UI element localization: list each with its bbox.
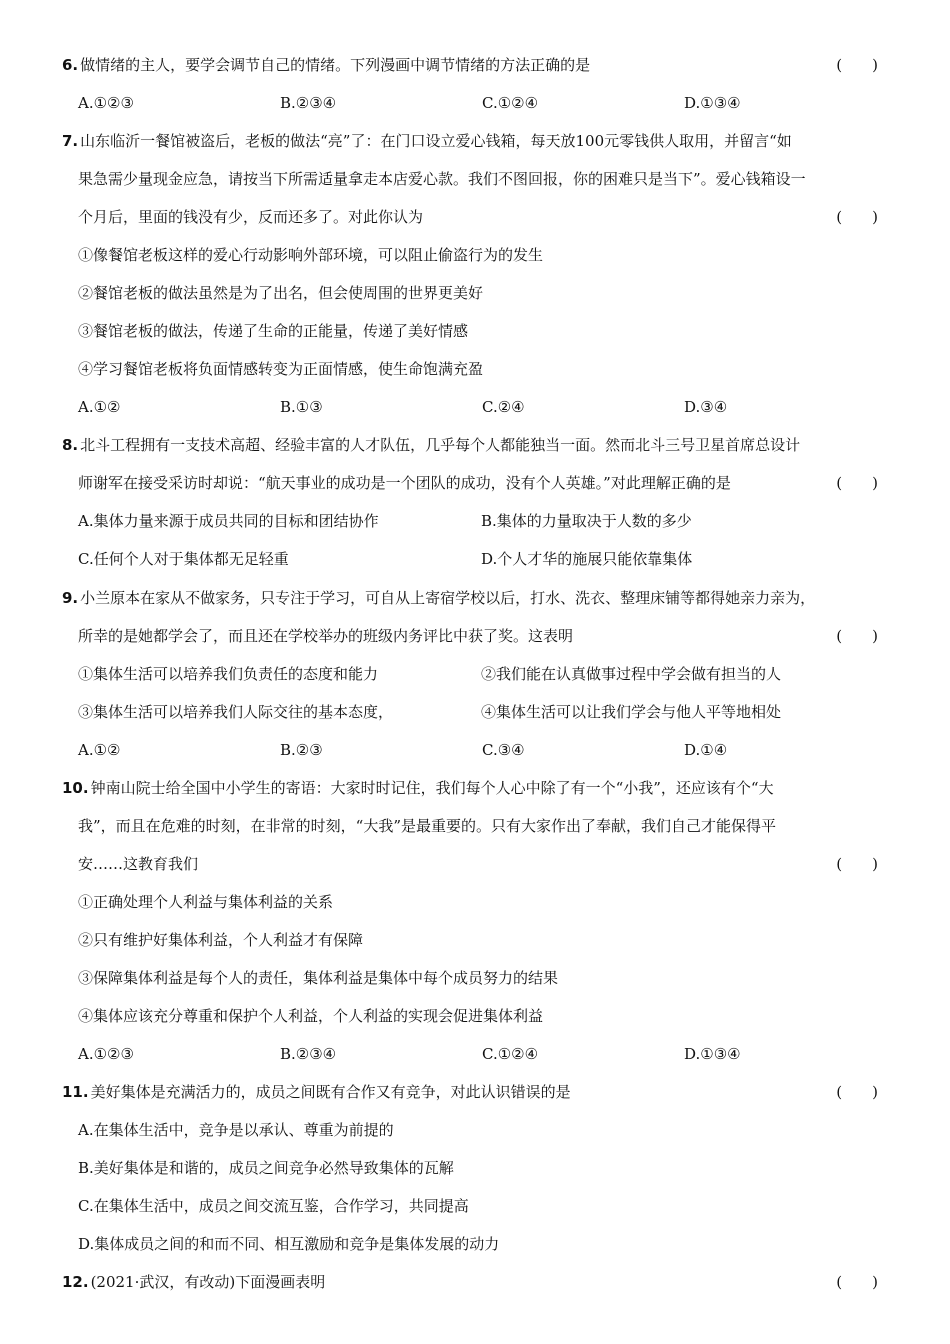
option-c: C.②④: [482, 398, 525, 416]
statement-text: ④学习餐馆老板将负面情感转变为正面情感，使生命饱满充盈: [78, 360, 484, 378]
question-text: 小兰原本在家从不做家务，只专注于学习，可自从上寄宿学校以后，打水、洗衣、整理床铺等都得她亲力亲为，: [80, 589, 816, 607]
statement-3: ③集体生活可以培养我们人际交往的基本态度，: [78, 703, 394, 721]
question-9-options: [78, 737, 888, 763]
option-a: A.①②③: [78, 1045, 134, 1063]
statement-2: ②我们能在认真做事过程中学会做有担当的人: [481, 665, 782, 683]
question-text: 所幸的是她都学会了，而且还在学校举办的班级内务评比中获了奖。这表明: [78, 627, 574, 645]
question-text: 美好集体是充满活力的，成员之间既有合作又有竞争，对此认识错误的是: [90, 1083, 571, 1101]
option-a: A.①②: [78, 741, 121, 759]
option-a: A.集体力量来源于成员共同的目标和团结协作: [78, 512, 379, 530]
question-8-stem: [62, 432, 888, 458]
answer-bracket: ( ): [836, 1083, 878, 1101]
option-c: C.①②④: [482, 94, 539, 112]
question-7-stem-line-3: [78, 204, 888, 230]
question-text: 做情绪的主人，要学会调节自己的情绪。下列漫画中调节情绪的方法正确的是: [80, 56, 591, 74]
answer-bracket: ( ): [836, 56, 878, 74]
statement-text: ①像餐馆老板这样的爱心行动影响外部环境，可以阻止偷盗行为的发生: [78, 246, 544, 264]
question-text: 钟南山院士给全国中小学生的寄语：大家时时记住，我们每个人心中除了有一个“小我”，还应该有个“大: [90, 779, 774, 797]
option-a: [78, 1117, 888, 1143]
question-10-stem: [62, 775, 888, 801]
statement-1: [78, 242, 888, 268]
option-d: D.③④: [684, 398, 728, 416]
option-b: B.②③④: [280, 94, 337, 112]
option-b: B.①③: [280, 398, 323, 416]
option-c: C.①②④: [482, 1045, 539, 1063]
statement-text: ①正确处理个人利益与集体利益的关系: [78, 893, 334, 911]
statement-2: [78, 280, 888, 306]
question-text: 我”，而且在危难的时刻，在非常的时刻，“大我”是最重要的。只有大家作出了奉献，我们自己才能保得平: [78, 817, 777, 835]
question-number: 11.: [62, 1083, 89, 1101]
question-text: 果急需少量现金应急，请按当下所需适量拿走本店爱心款。我们不图回报，你的困难只是当下”。爱心钱箱设一: [78, 170, 806, 188]
question-7-stem-line-2: [78, 166, 888, 192]
statement-4: [78, 356, 888, 382]
question-number: 8.: [62, 436, 79, 454]
question-text: 个月后，里面的钱没有少，反而还多了。对此你认为: [78, 208, 424, 226]
answer-bracket: ( ): [836, 855, 878, 873]
question-number: 6.: [62, 56, 79, 74]
option-d: [78, 1231, 888, 1257]
option-text: C.在集体生活中，成员之间交流互鉴，合作学习，共同提高: [78, 1197, 469, 1215]
question-8-options-row-2: [78, 546, 888, 572]
option-text: D.集体成员之间的和而不同、相互激励和竞争是集体发展的动力: [78, 1235, 500, 1253]
answer-bracket: ( ): [836, 627, 878, 645]
option-d: D.①③④: [684, 1045, 741, 1063]
question-number: 7.: [62, 132, 79, 150]
statement-4: [78, 1003, 888, 1029]
statement-text: ②只有维护好集体利益，个人利益才有保障: [78, 931, 364, 949]
statement-2: [78, 927, 888, 953]
question-9-statements-row-2: [78, 699, 888, 725]
option-b: B.集体的力量取决于人数的多少: [481, 512, 692, 530]
question-number: 10.: [62, 779, 89, 797]
question-8-options-row-1: [78, 508, 888, 534]
option-c: C.任何个人对于集体都无足轻重: [78, 550, 289, 568]
answer-bracket: ( ): [836, 474, 878, 492]
question-7-options: [78, 394, 888, 420]
question-text: (2021·武汉，有改动)下面漫画表明: [90, 1273, 326, 1291]
option-c: [78, 1193, 888, 1219]
option-b: B.②③④: [280, 1045, 337, 1063]
question-10-stem-line-2: [78, 813, 888, 839]
statement-text: ③餐馆老板的做法，传递了生命的正能量，传递了美好情感: [78, 322, 469, 340]
question-text: 安……这教育我们: [78, 855, 199, 873]
question-text: 师谢军在接受采访时却说：“航天事业的成功是一个团队的成功，没有个人英雄。”对此理解正确的是: [78, 474, 731, 492]
question-8-stem-line-2: [78, 470, 888, 496]
question-10-options: [78, 1041, 888, 1067]
question-text: 北斗工程拥有一支技术高超、经验丰富的人才队伍，几乎每个人都能独当一面。然而北斗三号卫星首席总设计: [80, 436, 801, 454]
statement-text: ④集体应该充分尊重和保护个人利益，个人利益的实现会促进集体利益: [78, 1007, 544, 1025]
statement-1: [78, 889, 888, 915]
option-d: D.个人才华的施展只能依靠集体: [481, 550, 693, 568]
answer-bracket: ( ): [836, 208, 878, 226]
option-b: B.②③: [280, 741, 323, 759]
option-text: A.在集体生活中，竞争是以承认、尊重为前提的: [78, 1121, 394, 1139]
question-6-options: [78, 90, 888, 116]
option-a: A.①②: [78, 398, 121, 416]
statement-text: ②餐馆老板的做法虽然是为了出名，但会使周围的世界更美好: [78, 284, 484, 302]
question-9-stem: [62, 585, 888, 611]
question-10-stem-line-3: [78, 851, 888, 877]
statement-1: ①集体生活可以培养我们负责任的态度和能力: [78, 665, 379, 683]
option-d: D.①④: [684, 741, 728, 759]
question-12-stem: [62, 1269, 888, 1295]
option-c: C.③④: [482, 741, 525, 759]
statement-3: [78, 965, 888, 991]
statement-3: [78, 318, 888, 344]
option-d: D.①③④: [684, 94, 741, 112]
question-number: 9.: [62, 589, 79, 607]
question-7-stem: [62, 128, 888, 154]
question-6-stem: [62, 52, 888, 78]
question-9-statements-row-1: [78, 661, 888, 687]
question-text: 山东临沂一餐馆被盗后，老板的做法“亮”了：在门口设立爱心钱箱，每天放100元零钱供人取用，并留言“如: [80, 132, 792, 150]
question-11-stem: [62, 1079, 888, 1105]
option-b: [78, 1155, 888, 1181]
answer-bracket: ( ): [836, 1273, 878, 1291]
option-a: A.①②③: [78, 94, 134, 112]
statement-text: ③保障集体利益是每个人的责任，集体利益是集体中每个成员努力的结果: [78, 969, 559, 987]
option-text: B.美好集体是和谐的，成员之间竞争必然导致集体的瓦解: [78, 1159, 454, 1177]
question-number: 12.: [62, 1273, 89, 1291]
question-9-stem-line-2: [78, 623, 888, 649]
statement-4: ④集体生活可以让我们学会与他人平等地相处: [481, 703, 782, 721]
